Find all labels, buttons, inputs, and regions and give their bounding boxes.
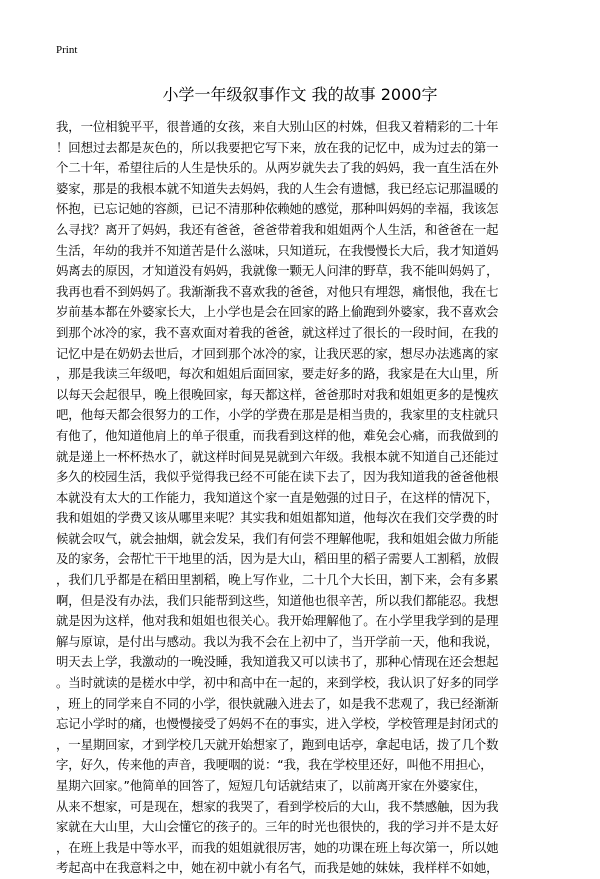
article-line: 及的家务，会帮忙干干地里的活，因为是大山，稻田里的稻子需要人工割稻，放假	[56, 551, 499, 567]
article-line: 候就会叹气，就会抽烟，就会发呆，我们有何尝不理解他呢，我和姐姐会做力所能	[56, 530, 499, 546]
article-line: 忘记小学时的痛，也慢慢接受了妈妈不在的事实，进入学校，学校管理是封闭式的	[56, 716, 499, 732]
article-line: ！回想过去都是灰色的，所以我要把它写下来，放在我的记忆中，成为过去的第一	[56, 139, 499, 155]
print-link[interactable]: Print	[56, 44, 78, 56]
article-line: 家就在大山里，大山会懂它的孩子的。三年的时光也很快的，我的学习并不是太好	[56, 819, 499, 835]
article-line: ，班上的同学来自不同的小学，很快就融入进去了，如是我不悲观了，我已经渐渐	[56, 695, 499, 711]
article-line: ，那是我读三年级吧，每次和姐姐后面回家，要走好多的路，我家是在大山里，所	[56, 366, 499, 382]
article-line: 么寻找？离开了妈妈，我还有爸爸，爸爸带着我和姐姐两个人生活，和爸爸在一起	[56, 221, 499, 237]
article-line: 妈离去的原因，才知道没有妈妈，我就像一颗无人问津的野草，我不能叫妈妈了，	[56, 263, 499, 279]
article-line: 星期六回家。”他简单的回答了，短短几句话就结束了，以前离开家在外婆家住，	[56, 778, 487, 793]
article-line: 多久的校园生活，我似乎觉得我已经不可能在读下去了，因为我知道我的爸爸他根	[56, 469, 499, 485]
article-line: 婆家，那是的我根本就不知道失去妈妈，我的人生会有遗憾，我已经忘记那温暖的	[56, 180, 499, 196]
article-line: ，在班上我是中等水平，而我的姐姐就很厉害，她的功课在班上每次第一，所以她	[56, 839, 499, 855]
article-line: 吧，他每天都会很努力的工作，小学的学费在那是是相当贵的，我家里的支柱就只	[56, 407, 499, 423]
article-line: 就是递上一杯杯热水了，就这样时间晃晃就到六年级。我根本就不知道自己还能过	[56, 448, 499, 464]
article-line: 就是因为这样，他对我和姐姐也很关心。我开始理解他了。在小学里我学到的是理	[56, 613, 499, 629]
article-line: 记忆中是在奶奶去世后，才回到那个冰冷的家，让我厌恶的家，想尽办法逃离的家	[56, 345, 499, 361]
article-line: 生活，年幼的我并不知道苦是什么滋味，只知道玩，在我慢慢长大后，我才知道妈	[56, 242, 499, 258]
article-line: 到那个冰冷的家，我不喜欢面对着我的爸爸，就这样过了很长的一段时间，在我的	[56, 324, 499, 340]
article-line: 以每天会起很早，晚上很晚回家，每天都这样，爸爸那时对我和姐姐更多的是愧疚	[56, 386, 499, 402]
article-line: 考起高中在我意料之中，她在初中就小有名气，而我是她的妹妹，我样样不如她，	[56, 860, 499, 876]
article-line: 我再也看不到妈妈了。我渐渐我不喜欢我的爸爸，对他只有埋怨，痛恨他，我在七	[56, 283, 499, 299]
article-line: 字，好久，传来他的声音，我哽咽的说：“我，我在学校里还好，叫他不用担心，	[56, 757, 493, 773]
article-line: 我和姐姐的学费又该从哪里来呢？其实我和姐姐都知道，他每次在我们交学费的时	[56, 510, 499, 526]
article-line: 我，一位相貌平平，很普通的女孩，来自大别山区的村姝，但我又着精彩的二十年	[56, 119, 499, 134]
article-line: ，一星期回家，才到学校几天就开始想家了，跑到电话亭，拿起电话，拨了几个数	[56, 736, 499, 752]
article-line: 啊，但是没有办法，我们只能帮到这些，知道他也很辛苦，所以我们都能忍。我想	[56, 592, 499, 608]
article-line: 岁前基本都在外婆家长大，上小学也是会在回家的路上偷跑到外婆家，我不喜欢会	[56, 304, 499, 320]
article-line: 从来不想家，可是现在，想家的我哭了，看到学校后的大山，我不禁感触，因为我	[56, 798, 499, 814]
article-body	[56, 117, 548, 879]
document-title: 小学一年级叙事作文 我的故事 2000字	[162, 85, 438, 104]
article-line: 怀抱，已忘记她的容颜，已记不清那种依赖她的感觉，那种叫妈妈的幸福，我该怎	[56, 201, 499, 217]
article-line: 明天去上学，我激动的一晚没睡，我知道我又可以读书了，那种心情现在还会想起	[56, 654, 499, 670]
article-line: ，我们几乎都是在稻田里割稻，晚上写作业，二十几个大长田，割下来，会有多累	[56, 572, 499, 588]
article-line: 个二十年，希望往后的人生是快乐的。从两岁就失去了我的妈妈，我一直生活在外	[56, 160, 499, 176]
article-line: 。当时就读的是槎水中学，初中和高中在一起的，来到学校，我认识了好多的同学	[56, 675, 499, 691]
article-line: 解与原谅，是付出与感动。我以为我不会在上初中了，当开学前一天，他和我说，	[56, 633, 499, 649]
article-line: 有他了，他知道他肩上的单子很重，而我看到这样的他，难免会心痛，而我做到的	[56, 427, 499, 443]
article-line: 本就没有太大的工作能力，我知道这个家一直是勉强的过日子，在这样的情况下，	[56, 489, 499, 505]
